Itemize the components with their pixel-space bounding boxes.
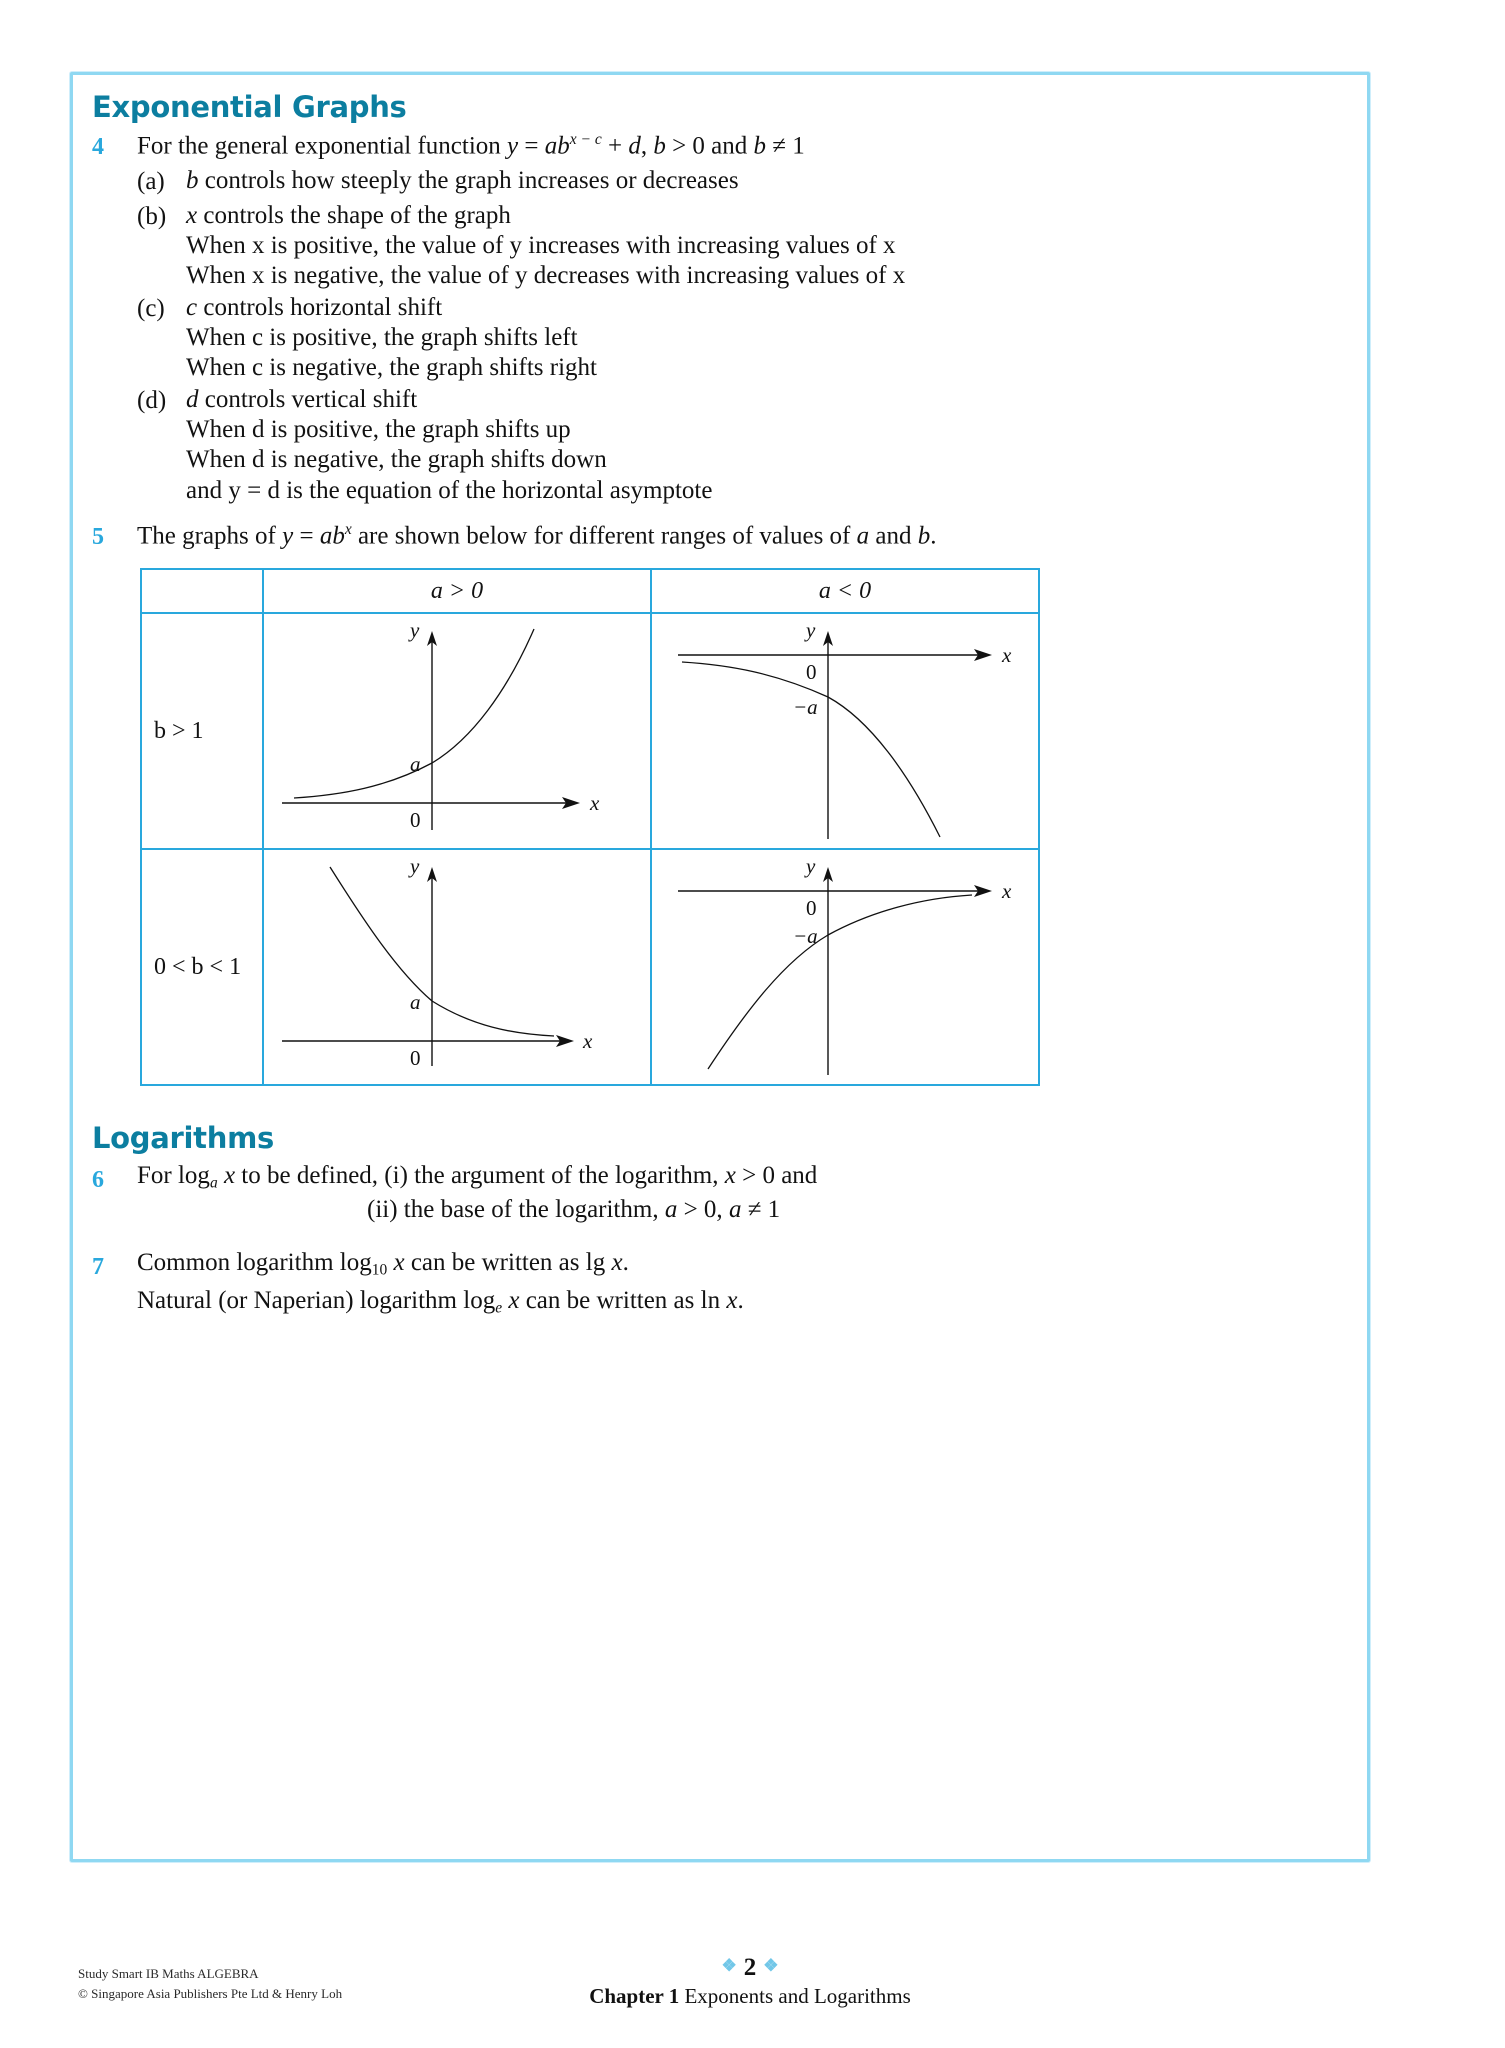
item-4-lead	[137, 132, 805, 158]
graph-cell-a-neg-b-fraction	[651, 849, 1039, 1085]
axis-label-y: y	[410, 854, 420, 878]
origin-label-0: 0	[806, 896, 817, 920]
var-b-a: b	[186, 167, 199, 194]
item-7-line1-end: .	[622, 1249, 629, 1276]
item-7-line2-post: can be written as ln	[519, 1287, 727, 1314]
row-label-b-gt-1-text: b > 1	[154, 717, 204, 744]
log-base-a: a	[209, 1174, 218, 1192]
sub-item-label-b: (b)	[137, 203, 167, 230]
footer-chapter-number: Chapter 1	[589, 1984, 680, 2008]
eq-sign: =	[518, 132, 545, 160]
graph-cell-a-neg-b-gt-1	[651, 613, 1039, 849]
var-a-6b: a	[728, 1196, 742, 1223]
page-title-exponential-graphs: Exponential Graphs	[92, 90, 407, 124]
row-label-0-lt-b-lt-1-text: 0 < b < 1	[154, 953, 242, 980]
curve-decaying-exponential	[330, 867, 554, 1036]
diamond-right-icon: ❖	[763, 1956, 779, 1975]
intercept-label-a: a	[410, 990, 421, 1014]
sub-item-b-body: controls the shape of the graph	[197, 202, 511, 229]
axis-label-x: x	[1002, 643, 1012, 667]
var-d-d: d	[186, 386, 199, 413]
expr-ab: ab	[544, 132, 570, 160]
sub-item-d-detail-1: When d is positive, the graph shifts up	[186, 416, 571, 443]
log-base-e: e	[495, 1299, 503, 1317]
log-base-10: 10	[371, 1261, 388, 1279]
item-6-line-2	[367, 1197, 780, 1222]
item-number-6: 6	[92, 1167, 104, 1193]
item-6-line2-pre: (ii) the base of the logarithm,	[367, 1196, 665, 1223]
origin-label-0: 0	[410, 1046, 421, 1070]
sub-item-a-body: controls how steeply the graph increases or decreases	[198, 167, 739, 194]
item-number-7: 7	[92, 1254, 104, 1280]
expr-ab-5: ab	[319, 522, 345, 550]
item-7-line1-post: can be written as lg	[404, 1249, 612, 1276]
graph-svg-a-pos-b-fraction	[272, 851, 642, 1083]
graph-cell-a-pos-b-gt-1	[263, 613, 651, 849]
plus-sign: +	[601, 132, 629, 160]
item-5-pre: The graphs of	[137, 522, 283, 550]
exponent-x-minus-c: x − c	[569, 131, 602, 148]
column-header-a-negative-label: a < 0	[818, 577, 872, 604]
diamond-left-icon: ❖	[721, 1956, 737, 1975]
origin-label-0: 0	[410, 808, 421, 832]
item-6-log-pre: For log	[137, 1162, 210, 1189]
table-row-b-gt-1	[141, 613, 1039, 849]
footer-chapter-line	[430, 1984, 1070, 2009]
item-7-line-1	[137, 1250, 629, 1278]
sub-item-text-b	[186, 203, 511, 228]
ln-argument-x-pre: x	[502, 1287, 520, 1314]
var-a-5: a	[856, 522, 870, 550]
item-6-line1-mid: to be defined, (i) the argument of the logarithm,	[235, 1162, 725, 1189]
sub-item-text-d	[186, 387, 417, 412]
cond-b-gt-0: > 0 and	[665, 132, 754, 160]
origin-label-0: 0	[806, 660, 817, 684]
axis-label-x: x	[590, 791, 600, 815]
and-word-5: and	[869, 522, 918, 550]
sub-item-label-d: (d)	[137, 387, 167, 414]
comma-1: ,	[640, 132, 654, 160]
axis-label-y: y	[410, 618, 420, 642]
log-argument-x: x	[217, 1162, 236, 1189]
var-x-b: x	[186, 202, 198, 229]
sub-item-text-c	[186, 295, 442, 320]
sub-item-label-c: (c)	[137, 295, 165, 322]
period-5: .	[930, 522, 937, 550]
page-title-logarithms: Logarithms	[92, 1121, 274, 1155]
footer-chapter-title: Exponents and Logarithms	[679, 1984, 911, 2008]
item-5-text	[137, 522, 936, 548]
footer-book-title: Study Smart IB Maths ALGEBRA	[78, 1966, 259, 1981]
item-6-line1-cond: > 0 and	[735, 1162, 818, 1189]
item-5-post: are shown below for different ranges of values of	[351, 522, 857, 550]
footer-center-block	[430, 1955, 1070, 2009]
page-number: 2	[743, 1954, 757, 1981]
sub-item-c-detail-2: When c is negative, the graph shifts right	[186, 354, 597, 381]
curve-decreasing-exponential	[682, 662, 940, 837]
sub-item-d-body: controls vertical shift	[198, 386, 418, 413]
column-header-a-positive	[263, 569, 651, 613]
var-a-6: a	[664, 1196, 678, 1223]
item-6-line2-cond: > 0,	[677, 1196, 729, 1223]
table-corner-cell	[141, 569, 263, 613]
item-7-line1-pre: Common logarithm log	[137, 1249, 372, 1276]
ln-argument-x: x	[726, 1287, 738, 1314]
var-b-2: b	[753, 132, 767, 160]
var-b-1: b	[653, 132, 666, 160]
item-number-5: 5	[92, 524, 104, 550]
var-b-5: b	[917, 522, 931, 550]
graph-svg-a-neg-b-gt-1	[660, 615, 1030, 847]
item-7-line2-end: .	[737, 1287, 744, 1314]
eq-sign-5: =	[293, 522, 320, 550]
sub-item-d-detail-2: When d is negative, the graph shifts down	[186, 446, 607, 473]
page-number-row	[430, 1955, 1070, 1980]
table-header-row	[141, 569, 1039, 613]
item-6-line-1	[137, 1163, 817, 1191]
var-x-6: x	[724, 1162, 736, 1189]
intercept-label-minus-a: −a	[793, 695, 818, 719]
cond-b-neq-1: ≠ 1	[766, 132, 805, 160]
curve-rising-exponential	[708, 895, 972, 1069]
graph-svg-a-neg-b-fraction	[660, 851, 1030, 1083]
sub-item-c-body: controls horizontal shift	[197, 294, 443, 321]
intercept-label-minus-a: −a	[793, 924, 818, 948]
item-4-lead-pre: For the general exponential function	[137, 132, 508, 160]
lg-argument-x: x	[611, 1249, 623, 1276]
axis-label-x: x	[583, 1029, 593, 1053]
sub-item-d-detail-3: and y = d is the equation of the horizontal asymptote	[186, 477, 713, 504]
graph-cell-a-pos-b-fraction	[263, 849, 651, 1085]
sub-item-text-a	[186, 168, 739, 193]
item-number-4: 4	[92, 134, 104, 160]
footer-copyright: © Singapore Asia Publishers Pte Ltd & Henry Loh	[78, 1986, 343, 2002]
var-y: y	[507, 132, 519, 160]
column-header-a-negative	[651, 569, 1039, 613]
table-row-0-lt-b-lt-1	[141, 849, 1039, 1085]
axis-label-y: y	[806, 854, 816, 878]
intercept-label-a: a	[410, 752, 421, 776]
exponent-x-5: x	[344, 521, 352, 538]
graph-svg-a-pos-b-gt-1	[272, 615, 642, 847]
var-y-5: y	[282, 522, 294, 550]
item-6-line2-neq: ≠ 1	[741, 1196, 781, 1223]
sub-item-b-detail-2: When x is negative, the value of y decreases with increasing values of x	[186, 262, 906, 289]
var-c-c: c	[186, 294, 198, 321]
axis-label-y: y	[806, 618, 816, 642]
item-7-line2-pre: Natural (or Naperian) logarithm log	[137, 1287, 496, 1314]
axis-label-x: x	[1002, 879, 1012, 903]
sub-item-c-detail-1: When c is positive, the graph shifts left	[186, 324, 578, 351]
exponential-graphs-table	[140, 568, 1040, 1086]
row-label-0-lt-b-lt-1	[141, 849, 263, 1085]
sub-item-label-a: (a)	[137, 168, 165, 195]
row-label-b-gt-1	[141, 613, 263, 849]
column-header-a-positive-label: a > 0	[430, 577, 484, 604]
sub-item-b-detail-1: When x is positive, the value of y increases with increasing values of x	[186, 232, 896, 259]
log-argument-x-7: x	[387, 1249, 405, 1276]
item-7-line-2	[137, 1288, 744, 1316]
var-d: d	[628, 132, 641, 160]
footer-imprint	[78, 1964, 342, 2004]
